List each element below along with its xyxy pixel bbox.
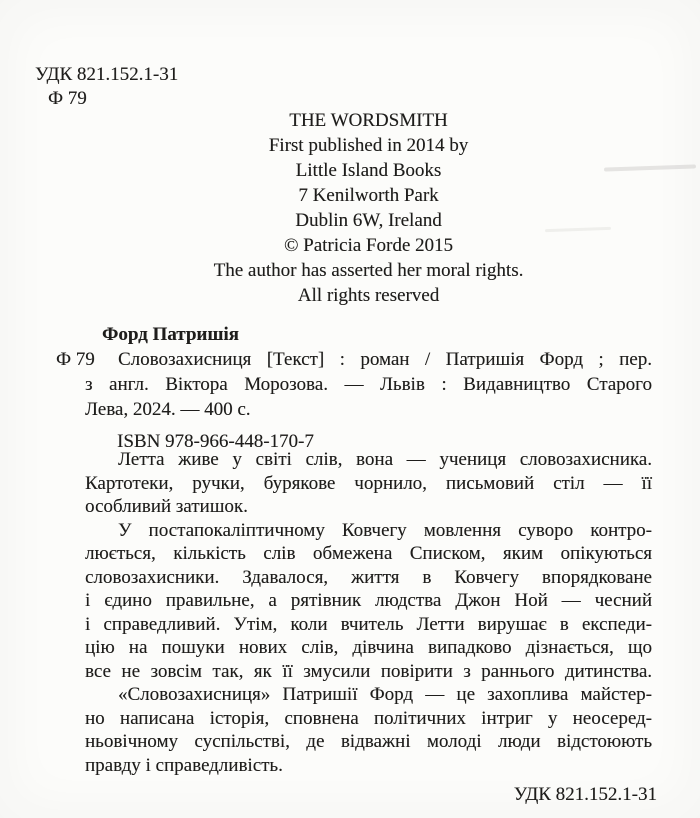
udc-number-top: УДК 821.152.1-31 (35, 64, 179, 85)
catalog-entry (85, 347, 652, 422)
annotation-line: У постапокаліптичному Ковчегу мовлення суворо контро- (118, 519, 652, 541)
annotation-line: но написана історія, сповнена політичних інтриг у неосеред- (85, 707, 652, 729)
udc-number-bottom: УДК 821.152.1-31 (513, 784, 657, 805)
catalog-entry-line: Лева, 2024. — 400 с. (85, 399, 251, 420)
annotation-paragraph (85, 519, 652, 684)
imprint-line: 7 Kenilworth Park (298, 185, 439, 206)
imprint-line: The author has asserted her moral rights. (213, 260, 524, 281)
isbn: ISBN 978-966-448-170-7 (117, 431, 314, 452)
imprint-line: Dublin 6W, Ireland (295, 210, 442, 231)
annotation-line: «Словозахисниця» Патришії Форд — це захоплива майстер- (118, 684, 652, 705)
annotation-line: все не зовсім так, як її змусили повірити з раннього дитинства. (85, 660, 652, 682)
annotation-line: Летта живе у світі слів, вона — учениця словозахисника. (118, 449, 652, 470)
author-sign-top: Ф 79 (48, 88, 87, 109)
imprint-block (85, 108, 652, 308)
annotation-line: цію на пошуки нових слів, дівчина випадково дізнається, що (85, 637, 652, 658)
catalog-entry-line: з англ. Віктора Морозова. — Львів : Видавництво Старого (85, 374, 652, 395)
imprint-line: THE WORDSMITH (289, 110, 448, 131)
annotation-line: правду і справедливість. (85, 754, 283, 776)
annotation-line: і справедливий. Утім, коли вчитель Летти вирушає в експеди- (85, 613, 652, 635)
annotation-line: люється, кількість слів обмежена Списком, яким опікуються (85, 543, 652, 564)
annotation-block (85, 448, 652, 777)
udc-block-top (35, 63, 178, 111)
annotation-line: і єдино правильне, а рятівник людства Джон Ной — чесний (85, 590, 652, 611)
annotation-line: словозахисники. Здавалося, життя в Ковчегу впорядковане (85, 566, 652, 588)
catalog-author: Форд Патришія (102, 324, 239, 345)
author-sign: Ф 79 (56, 349, 95, 370)
imprint-line: First published in 2014 by (268, 135, 469, 156)
annotation-line: особливий затишок. (85, 496, 248, 517)
imprint-line: © Patricia Forde 2015 (283, 235, 454, 256)
imprint-line: All rights reserved (297, 285, 440, 306)
annotation-paragraph (85, 683, 652, 777)
annotation-line: ньовічному суспільстві, де відважні молоді люди відстоюють (85, 731, 652, 752)
imprint-line: Little Island Books (295, 160, 442, 181)
annotation-line: Картотеки, ручки, бурякове чорнило, письмовий стіл — її (85, 472, 652, 494)
catalog-card (56, 322, 652, 454)
annotation-paragraph (85, 448, 652, 519)
catalog-entry-line: Словозахисниця [Текст] : роман / Патришія Форд ; пер. (118, 349, 652, 370)
